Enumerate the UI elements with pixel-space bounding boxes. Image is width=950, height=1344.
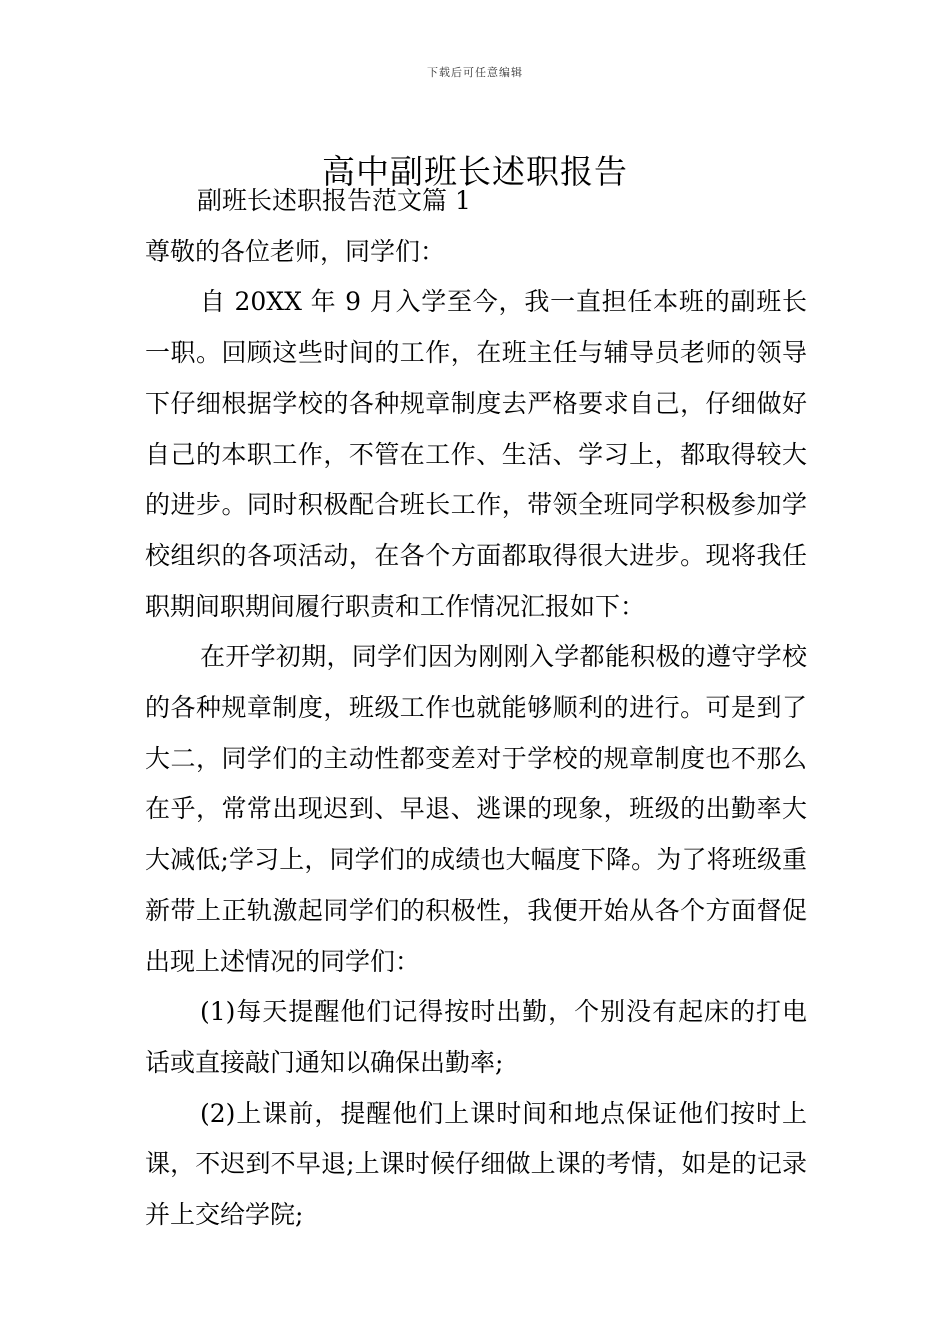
paragraph-situation: 在开学初期，同学们因为刚刚入学都能积极的遵守学校的各种规章制度，班级工作也就能够顺利的进行。可是到了大二，同学们的主动性都变差对于学校的规章制度也不那么在乎，常常出现迟到、早退、逃课的现象，班级的出勤率大大减低;学习上，同学们的成绩也大幅度下降。为了将班级重新带上正轨激起同学们的积极性，我便开始从各个方面督促出现上述情况的同学们： — [145, 642, 807, 976]
header-note: 下载后可任意编辑 — [427, 66, 523, 79]
document-subtitle: 副班长述职报告范文篇 1 — [197, 186, 471, 215]
paragraph-item-2: (2)上课前，提醒他们上课时间和地点保证他们按时上课，不迟到不早退;上课时候仔细做上课的考情，如是的记录并上交给学院; — [145, 1098, 807, 1230]
paragraph-item-1: (1)每天提醒他们记得按时出勤，个别没有起床的打电话或直接敲门通知以确保出勤率; — [145, 997, 807, 1077]
paragraph-intro: 自 20XX 年 9 月入学至今，我一直担任本班的副班长一职。回顾这些时间的工作，在班主任与辅导员老师的领导下仔细根据学校的各种规章制度去严格要求自己，仔细做好自己的本职工作，不管在工作、生活、学习上，都取得较大的进步。同时积极配合班长工作，带领全班同学积极参加学校组织的各项活动，在各个方面都取得很大进步。现将我任职期间职期间履行职责和工作情况汇报如下： — [145, 287, 807, 621]
salutation: 尊敬的各位老师，同学们： — [145, 236, 446, 266]
document-body — [145, 176, 807, 1241]
document-title: 高中副班长述职报告 — [322, 152, 628, 192]
